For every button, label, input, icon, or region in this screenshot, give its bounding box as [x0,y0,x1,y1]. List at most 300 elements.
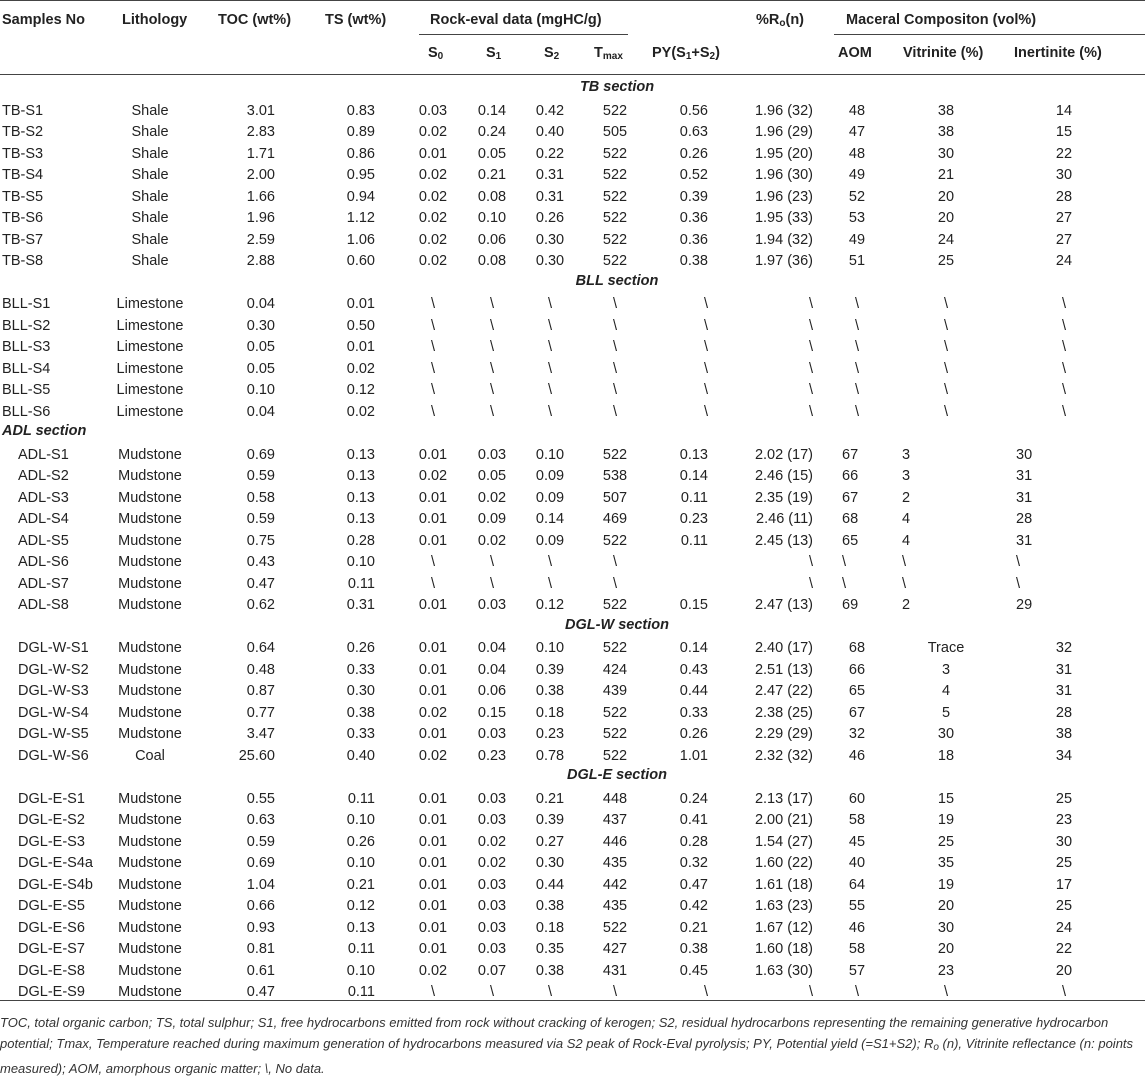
table-row [0,187,1145,209]
table-cell: \ [489,296,495,312]
table-cell: \ [612,575,618,592]
table-cell: Shale [131,145,169,162]
table-row [0,316,1145,338]
table-cell: 0.05 [246,339,275,355]
table-cell: 2.46 (15) [754,468,813,484]
table-cell: 0.02 [418,167,448,183]
table-cell: 0.38 [679,253,708,269]
table-cell: \ [612,403,618,420]
table-cell: \ [943,317,949,334]
table-cell: 0.30 [346,683,375,699]
table-cell: \ [612,984,618,1000]
table-cell: 0.10 [346,812,375,828]
table-cell: Mudstone [118,833,182,850]
table-cell: 0.31 [346,597,375,613]
table-cell: 0.01 [418,640,448,656]
table-cell: 0.02 [418,962,448,979]
table-cell: 32 [848,726,866,742]
table-cell: 25.60 [238,747,275,764]
header-tmax: $T_{max}$ [594,45,623,62]
table-cell: \ [1061,296,1067,312]
table-cell: 0.03 [477,446,507,463]
table-cell: 20 [937,188,955,205]
table-cell: TB-S7 [2,231,44,248]
table-cell: 0.01 [418,511,448,527]
table-cell: 3 [941,661,951,678]
table-cell: 522 [602,210,628,226]
table-cell: 0.26 [346,640,375,656]
table-cell: Mudstone [118,876,182,893]
table-cell: 30 [1055,833,1073,850]
header-py: $PY(S_1+S_2)$ [652,45,720,62]
table-cell: TB-S4 [2,167,44,183]
table-cell: 0.89 [346,124,375,140]
table-cell: 4 [902,511,911,527]
table-cell: \ [854,360,860,377]
table-cell: \ [808,575,813,592]
table-cell: \ [547,984,553,1000]
table-cell: \ [430,575,436,592]
table-cell: 0.59 [246,468,275,484]
table-cell: 0.02 [418,188,448,205]
table-cell: \ [1016,575,1021,592]
table-cell: 4 [941,683,951,699]
table-cell: 0.23 [679,511,708,527]
table-cell: Limestone [116,360,184,377]
table-cell: 437 [602,812,628,828]
table-cell: Mudstone [118,575,182,592]
table-cell: 15 [1055,124,1073,140]
table-cell: 507 [602,489,628,506]
table-cell: 67 [842,446,859,463]
table-cell: 38 [1055,726,1073,742]
table-cell: \ [854,317,860,334]
table-cell: 48 [848,102,866,119]
table-cell: 0.05 [477,145,507,162]
table-cell: 0.44 [679,683,708,699]
table-cell: 2.46 (11) [756,511,813,527]
table-cell: 0.02 [418,747,448,764]
section-title: DGL-W section [565,616,669,633]
table-cell: 1.04 [246,876,275,893]
table-cell: 0.11 [680,532,708,549]
table-cell: 522 [602,145,628,162]
table-cell: 0.02 [418,253,448,269]
table-cell: 0.15 [477,704,507,721]
table-cell: 0.95 [346,167,375,183]
table-cell: 522 [602,747,628,764]
table-cell: 1.97 (36) [754,253,813,269]
table-cell: 0.12 [346,382,375,398]
table-cell: 0.01 [418,941,448,957]
table-cell: \ [1016,554,1021,570]
table-cell: 0.86 [346,145,375,162]
table-cell: 0.03 [418,102,448,119]
table-cell: \ [842,554,847,570]
table-cell: \ [854,403,860,420]
table-cell: 52 [848,188,866,205]
table-cell: 0.69 [246,446,275,463]
table-cell: 0.02 [418,210,448,226]
table-cell: 0.13 [346,919,375,936]
table-cell: TB-S3 [2,145,44,162]
table-cell: 0.02 [477,855,507,871]
table-cell: 0.26 [679,145,708,162]
table-cell: TB-S6 [2,210,44,226]
header-rock-eval: Rock-eval data (mgHC/g) [430,12,602,28]
table-cell: \ [547,360,553,377]
table-row [0,810,1145,832]
table-cell: 1.60 (22) [754,855,813,871]
table-row [0,531,1145,553]
table-cell: \ [1061,360,1067,377]
section-title: DGL-E section [567,767,667,783]
table-cell: \ [612,339,618,355]
table-cell: 30 [1055,167,1073,183]
table-cell: \ [902,575,907,592]
table-cell: Mudstone [118,726,182,742]
table-cell: 0.47 [246,984,275,1000]
table-cell: 35 [937,855,955,871]
table-cell: 65 [842,532,859,549]
table-cell: ADL-S5 [18,532,69,549]
table-cell: 0.18 [535,919,565,936]
table-cell: 0.28 [346,532,375,549]
table-cell: 23 [1055,812,1073,828]
table-cell: 0.01 [418,812,448,828]
table-cell: 0.59 [246,511,275,527]
table-cell: \ [902,554,907,570]
table-cell: 31 [1055,683,1073,699]
table-cell: BLL-S1 [2,296,51,312]
table-cell: 2.02 (17) [754,446,813,463]
table-cell: 31 [1055,661,1073,678]
table-cell: 1.96 (32) [754,102,813,119]
table-cell: 0.01 [346,296,375,312]
table-cell: 45 [848,833,866,850]
table-cell: 0.41 [679,812,708,828]
table-row [0,681,1145,703]
table-cell: 446 [602,833,628,850]
table-cell: 31 [1016,532,1033,549]
table-cell: DGL-E-S3 [18,833,85,850]
table-cell: 0.42 [679,898,708,914]
table-cell: 20 [937,210,955,226]
table-row [0,961,1145,983]
table-cell: 5 [941,704,951,721]
table-cell: \ [808,339,813,355]
table-cell: 58 [848,941,866,957]
table-cell: DGL-E-S7 [18,941,85,957]
table-cell: 17 [1055,876,1073,893]
table-cell: 0.08 [477,188,507,205]
table-cell: 0.01 [346,339,375,355]
table-cell: \ [808,403,813,420]
table-cell: 0.02 [477,532,507,549]
table-cell: Mudstone [118,661,182,678]
table-cell: 67 [842,489,859,506]
table-row [0,208,1145,230]
table-cell: 0.13 [679,446,708,463]
table-cell: \ [430,382,436,398]
table-cell: 0.02 [418,704,448,721]
table-cell: 0.01 [418,532,448,549]
table-cell: 439 [602,683,628,699]
table-cell: 0.35 [535,941,565,957]
table-cell: 0.05 [246,360,275,377]
table-cell: 60 [848,790,866,807]
table-cell: 49 [848,231,866,248]
table-cell: 0.05 [477,468,507,484]
table-cell: 19 [937,812,955,828]
table-cell: 14 [1055,102,1073,119]
table-cell: Mudstone [118,984,182,1000]
table-cell: 0.38 [679,941,708,957]
table-cell: 3.47 [246,726,275,742]
table-row [0,165,1145,187]
table-cell: 0.01 [418,489,448,506]
table-cell: Mudstone [118,532,182,549]
table-cell: Shale [131,102,169,119]
table-cell: 1.12 [346,210,375,226]
header-s2: $S_2$ [544,45,560,62]
table-cell: 0.22 [535,145,565,162]
table-cell: \ [808,296,813,312]
table-cell: 0.87 [246,683,275,699]
table-cell: \ [943,360,949,377]
table-cell: \ [489,575,495,592]
table-row [0,359,1145,381]
table-cell: 0.30 [535,855,565,871]
table-row [0,724,1145,746]
table-row [0,466,1145,488]
table-cell: 2.88 [246,253,275,269]
table-cell: 0.01 [418,683,448,699]
table-cell: 0.39 [679,188,708,205]
table-cell: 0.11 [680,489,708,506]
table-cell: 0.31 [535,188,565,205]
table-cell: 65 [848,683,866,699]
table-cell: 0.01 [418,145,448,162]
table-cell: \ [612,554,618,570]
table-cell: 0.69 [246,855,275,871]
table-cell: Limestone [116,382,184,398]
table-cell: DGL-E-S5 [18,898,85,914]
table-cell: 0.03 [477,898,507,914]
table-cell: 0.23 [477,747,507,764]
table-cell: Shale [131,188,169,205]
table-cell: 448 [602,790,628,807]
table-cell: 0.14 [535,511,565,527]
table-cell: 66 [842,468,859,484]
table-cell: Limestone [116,403,184,420]
table-row [0,746,1145,768]
table-cell: 0.33 [679,704,708,721]
table-cell: 1.54 (27) [754,833,813,850]
table-cell: 0.66 [246,898,275,914]
table-cell: 522 [602,102,628,119]
table-row [0,595,1145,617]
table-cell: Mudstone [118,597,182,613]
table-cell: \ [1061,382,1067,398]
table-cell: TB-S2 [2,124,44,140]
table-cell: 0.10 [346,554,375,570]
table-cell: 4 [902,532,911,549]
table-cell: 2.29 (29) [754,726,813,742]
table-cell: 0.33 [346,726,375,742]
table-row [0,552,1145,574]
table-cell: 0.30 [246,317,275,334]
table-cell: 0.78 [535,747,565,764]
table-row [0,918,1145,940]
table-cell: 0.44 [535,876,565,893]
table-cell: 522 [602,919,628,936]
table-cell: DGL-W-S5 [18,726,89,742]
table-cell: 0.03 [477,726,507,742]
table-cell: 0.06 [477,231,507,248]
table-cell: 46 [848,747,866,764]
table-cell: BLL-S5 [2,382,51,398]
table-cell: 522 [602,446,628,463]
table-cell: 0.03 [477,876,507,893]
table-cell: 0.04 [477,661,507,678]
table-cell: 0.12 [346,898,375,914]
table-cell: 0.33 [346,661,375,678]
table-cell: 2.00 [246,167,275,183]
table-cell: Mudstone [118,511,182,527]
table-cell: \ [943,339,949,355]
header-ts: TS (wt%) [325,12,387,28]
table-cell: \ [854,382,860,398]
table-cell: 1.95 (20) [754,145,813,162]
table-cell: 0.01 [418,726,448,742]
table-row [0,832,1145,854]
table-cell: 3.01 [246,102,275,119]
table-cell: 34 [1055,747,1073,764]
table-cell: \ [547,575,553,592]
table-cell: \ [489,339,495,355]
table-cell: Mudstone [118,962,182,979]
table-cell: 1.06 [346,231,375,248]
table-cell: DGL-E-S2 [18,812,85,828]
table-cell: \ [842,575,847,592]
table-row [0,939,1145,961]
table-cell: 0.18 [535,704,565,721]
table-cell: 0.23 [535,726,565,742]
table-cell: Mudstone [118,790,182,807]
table-cell: Mudstone [118,941,182,957]
table-cell: DGL-W-S2 [18,661,89,678]
table-cell: \ [489,984,495,1000]
table-cell: 0.12 [535,597,565,613]
table-cell: 15 [937,790,955,807]
table-cell: ADL-S8 [18,597,69,613]
table-cell: 0.10 [346,962,375,979]
table-cell: 0.09 [535,468,565,484]
header-samples-no: Samples No [2,12,85,28]
table-cell: \ [489,382,495,398]
table-cell: 0.26 [535,210,565,226]
table-cell: Mudstone [118,489,182,506]
table-cell: 0.03 [477,597,507,613]
table-cell: TB-S5 [2,188,44,205]
table-cell: \ [547,296,553,312]
table-cell: 442 [602,876,628,893]
table-cell: ADL-S4 [18,511,69,527]
table-cell: 0.75 [246,532,275,549]
table-cell: 0.01 [418,790,448,807]
table-cell: \ [808,554,813,570]
table-cell: 0.02 [418,124,448,140]
table-cell: \ [943,382,949,398]
table-cell: 522 [602,726,628,742]
table-cell: 0.09 [535,489,565,506]
table-cell: 0.36 [679,231,708,248]
table-row [0,445,1145,467]
table-cell: 0.01 [418,876,448,893]
table-cell: 427 [602,941,628,957]
table-cell: DGL-W-S6 [18,747,89,764]
table-cell: 2.38 (25) [754,704,813,721]
table-cell: 25 [937,253,955,269]
table-cell: 38 [937,124,955,140]
table-cell: 27 [1055,231,1073,248]
table-cell: 0.63 [679,124,708,140]
table-cell: 2.47 (13) [754,597,813,613]
table-cell: 1.96 [246,210,275,226]
table-cell: 2.00 (21) [754,812,813,828]
table-cell: 0.13 [346,511,375,527]
table-cell: 1.96 (23) [754,188,813,205]
table-footnote: TOC, total organic carbon; TS, total sulphur; S1, free hydrocarbons emitted from rock without cracking of kerogen; S2, residual hydrocarbons representing the remaining generative hydrocarbon potential; Tmax, Temperature reached during maximum generation of hydrocarbons measured via S2 peak of Rock-Eval pyrolysis; PY, Potential yield (=S1+S2); $R_o$ (n), Vitrinite reflectance (n: points measured); AOM, amorphous organic matter; \, No data. [0,1015,1134,1076]
table-cell: 0.28 [679,833,708,850]
table-cell: 25 [1055,790,1073,807]
table-cell: 0.01 [418,898,448,914]
header-aom: AOM [838,45,872,61]
table-cell: 522 [602,253,628,269]
table-cell: 30 [937,726,955,742]
table-cell: 20 [937,941,955,957]
table-cell: 57 [848,962,866,979]
table-cell: 2 [902,489,911,506]
table-cell: \ [808,317,813,334]
table-cell: 0.03 [477,919,507,936]
table-cell: \ [943,403,949,420]
table-cell: 1.67 (12) [754,919,813,936]
table-cell: \ [943,296,949,312]
table-row [0,896,1145,918]
table-cell: 0.13 [346,446,375,463]
table-cell: \ [854,339,860,355]
table-cell: 0.26 [346,833,375,850]
table-cell: 522 [602,597,628,613]
table-row [0,294,1145,316]
table-cell: 0.32 [679,855,708,871]
table-row [0,488,1145,510]
table-cell: 31 [1016,489,1033,506]
table-cell: 25 [1055,898,1073,914]
header-s0: $S_0$ [428,45,444,62]
table-cell: 2.59 [246,231,275,248]
table-cell: DGL-E-S9 [18,984,85,1000]
table-cell: 0.48 [246,661,275,678]
table-cell: 0.01 [418,919,448,936]
table-cell: 0.04 [477,640,507,656]
table-cell: 20 [1055,962,1073,979]
table-cell: 522 [602,704,628,721]
table-cell: \ [430,554,436,570]
table-row [0,101,1145,123]
